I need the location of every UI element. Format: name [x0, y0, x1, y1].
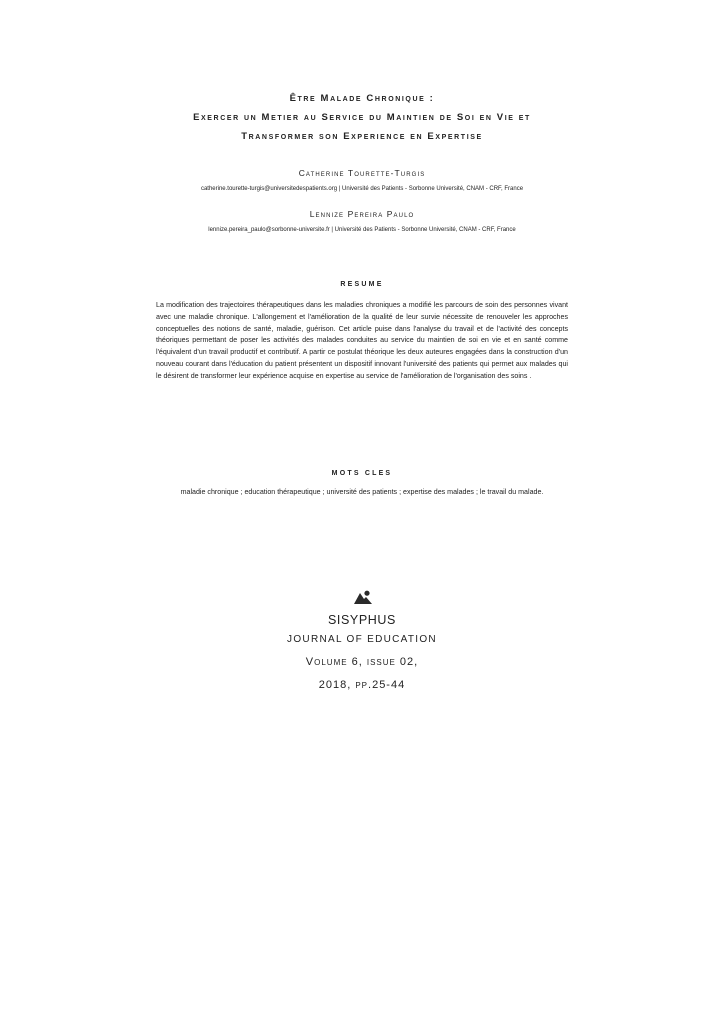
abstract-heading: RESUME [340, 281, 384, 288]
author-1-name: Catherine Tourette-Turgis [298, 168, 426, 178]
author-2 [100, 208, 624, 235]
title-line-3: Transformer son Experience en Expertise [241, 131, 483, 142]
keywords-text: maladie chronique ; education thérapeutique ; université des patients ; expertise des malades ; le travail du malade. [180, 488, 544, 496]
journal-subtitle: JOURNAL OF EDUCATION [287, 634, 437, 645]
author-1 [100, 167, 624, 194]
abstract-text: La modification des trajectoires thérapeutiques dans les maladies chroniques a modifié les parcours de soin des personnes vivant avec une maladie chronique. L'allongement et l'amélioration de la qualité de leur survie nécessite de renouveler les approches conceptuelles des notions de santé, maladie, guérison. Cet article puise dans l'analyse du travail et de l'activité des concepts théoriques permettant de poser les activités des malades conduites au service du maintien de soi en vie et en santé comme l'équivalent d'un travail productif et contributif. A partir ce postulat théorique les deux auteures engagées dans la construction d'un nouveau courant dans l'éducation du patient présentent un dispositif innovant l'université des patients qui permet aux malades qui le désirent de transformer leur expérience acquise en expertise au service de l'amélioration de l'organisation des soins . [156, 301, 568, 380]
journal-year-pages: 2018, pp.25-44 [318, 679, 406, 691]
title-line-1: Être Malade Chronique : [289, 93, 435, 104]
author-2-affiliation: lennize.pereira_paulo@sorbonne-universite.fr | Université des Patients - Sorbonne Université, CNAM - CRF, France [208, 227, 516, 233]
title-line-2: Exercer un Metier au Service du Maintien de Soi en Vie et [193, 112, 531, 123]
author-1-affiliation: catherine.tourette-turgis@universitedespatients.org | Université des Patients - Sorbonne Université, CNAM - CRF, France [200, 186, 524, 192]
journal-name: SISYPHUS [327, 613, 396, 627]
keywords-heading: MOTS CLES [331, 470, 393, 477]
author-2-name: Lennize Pereira Paulo [309, 209, 415, 219]
sisyphus-mountain-icon [354, 590, 372, 604]
paper-title [100, 89, 624, 146]
journal-volume: Volume 6, issue 02, [305, 656, 419, 668]
